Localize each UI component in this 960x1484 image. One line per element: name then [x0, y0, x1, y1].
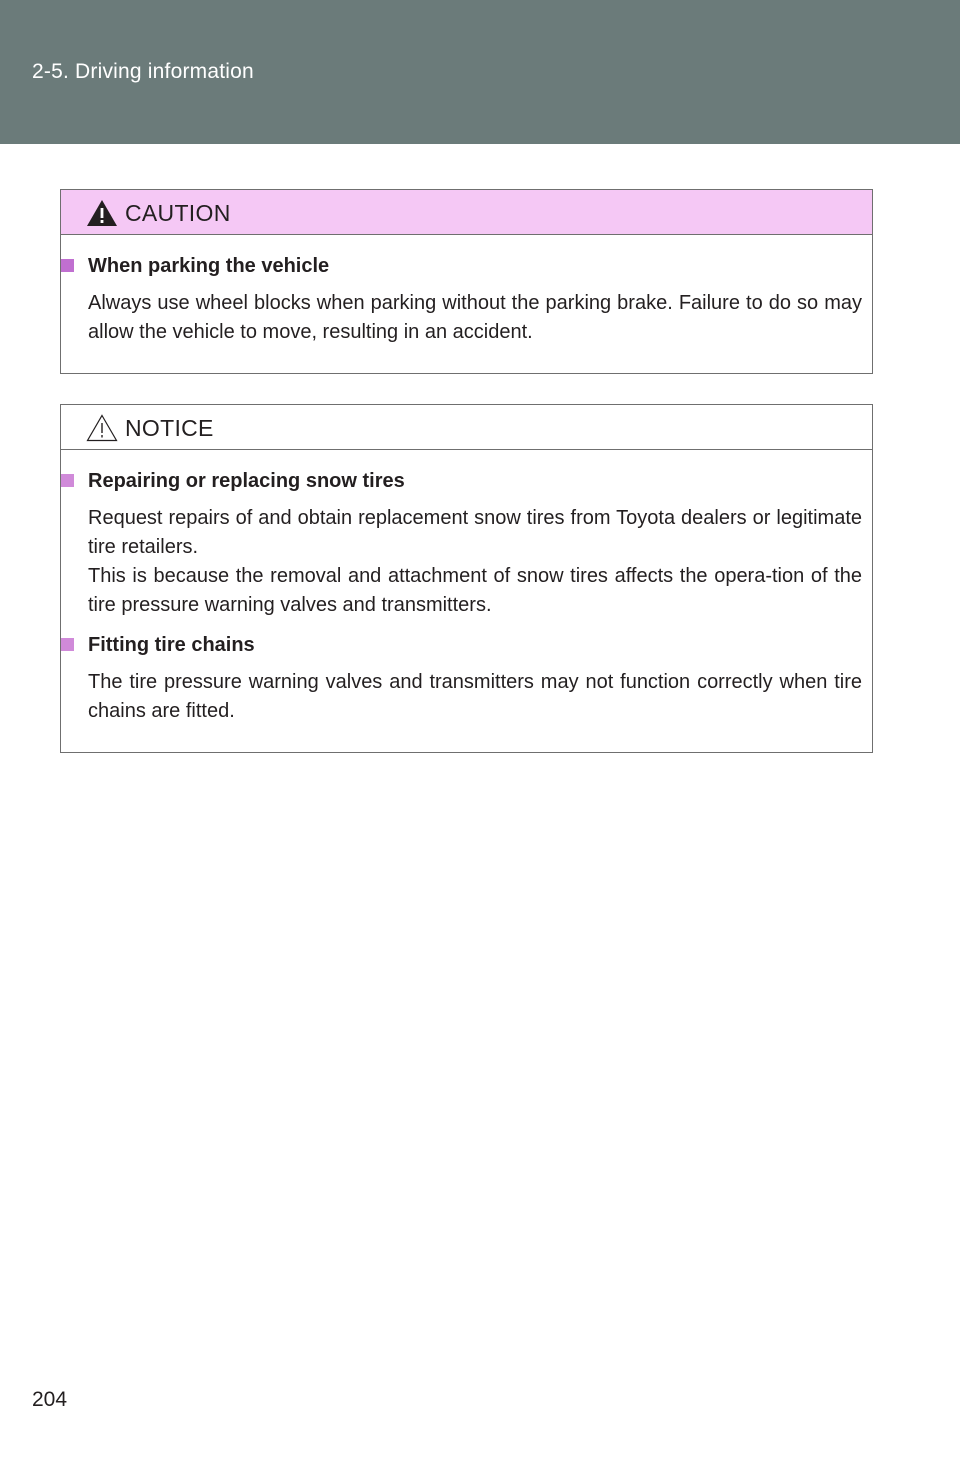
square-bullet-icon: [61, 638, 74, 651]
header-band: [0, 0, 960, 144]
warning-triangle-outline-icon: [85, 413, 119, 443]
notice-item: [88, 466, 862, 620]
caution-header: [61, 190, 872, 235]
notice-header: [61, 405, 872, 450]
notice-label: NOTICE: [125, 415, 214, 441]
caution-box: [60, 189, 873, 374]
notice-item-text: This is because the removal and attachment of snow tires affects the opera-tion of the tire pressure warning valves and transmitters.: [88, 565, 862, 616]
caution-item-title: When parking the vehicle: [88, 255, 330, 277]
caution-body: [61, 235, 872, 347]
caution-item-text: Always use wheel blocks when parking without the parking brake. Failure to do so may allow the vehicle to move, resulting in an accident.: [88, 292, 862, 343]
notice-box: [60, 404, 873, 753]
notice-item-text: Request repairs of and obtain replacement snow tires from Toyota dealers or legitimate tire retailers.: [88, 507, 862, 558]
notice-item-title: Fitting tire chains: [88, 634, 255, 656]
warning-triangle-filled-icon: [85, 198, 119, 228]
square-bullet-icon: [61, 474, 74, 487]
section-title: 2-5. Driving information: [32, 60, 254, 83]
notice-body: [61, 450, 872, 726]
caution-item: [88, 251, 862, 347]
caution-label: CAUTION: [125, 200, 231, 226]
notice-item-text: The tire pressure warning valves and transmitters may not function correctly when tire chains are fitted.: [88, 671, 862, 722]
page-number: 204: [32, 1388, 68, 1411]
square-bullet-icon: [61, 259, 74, 272]
notice-item-title: Repairing or replacing snow tires: [88, 470, 405, 492]
notice-item: [88, 630, 862, 726]
